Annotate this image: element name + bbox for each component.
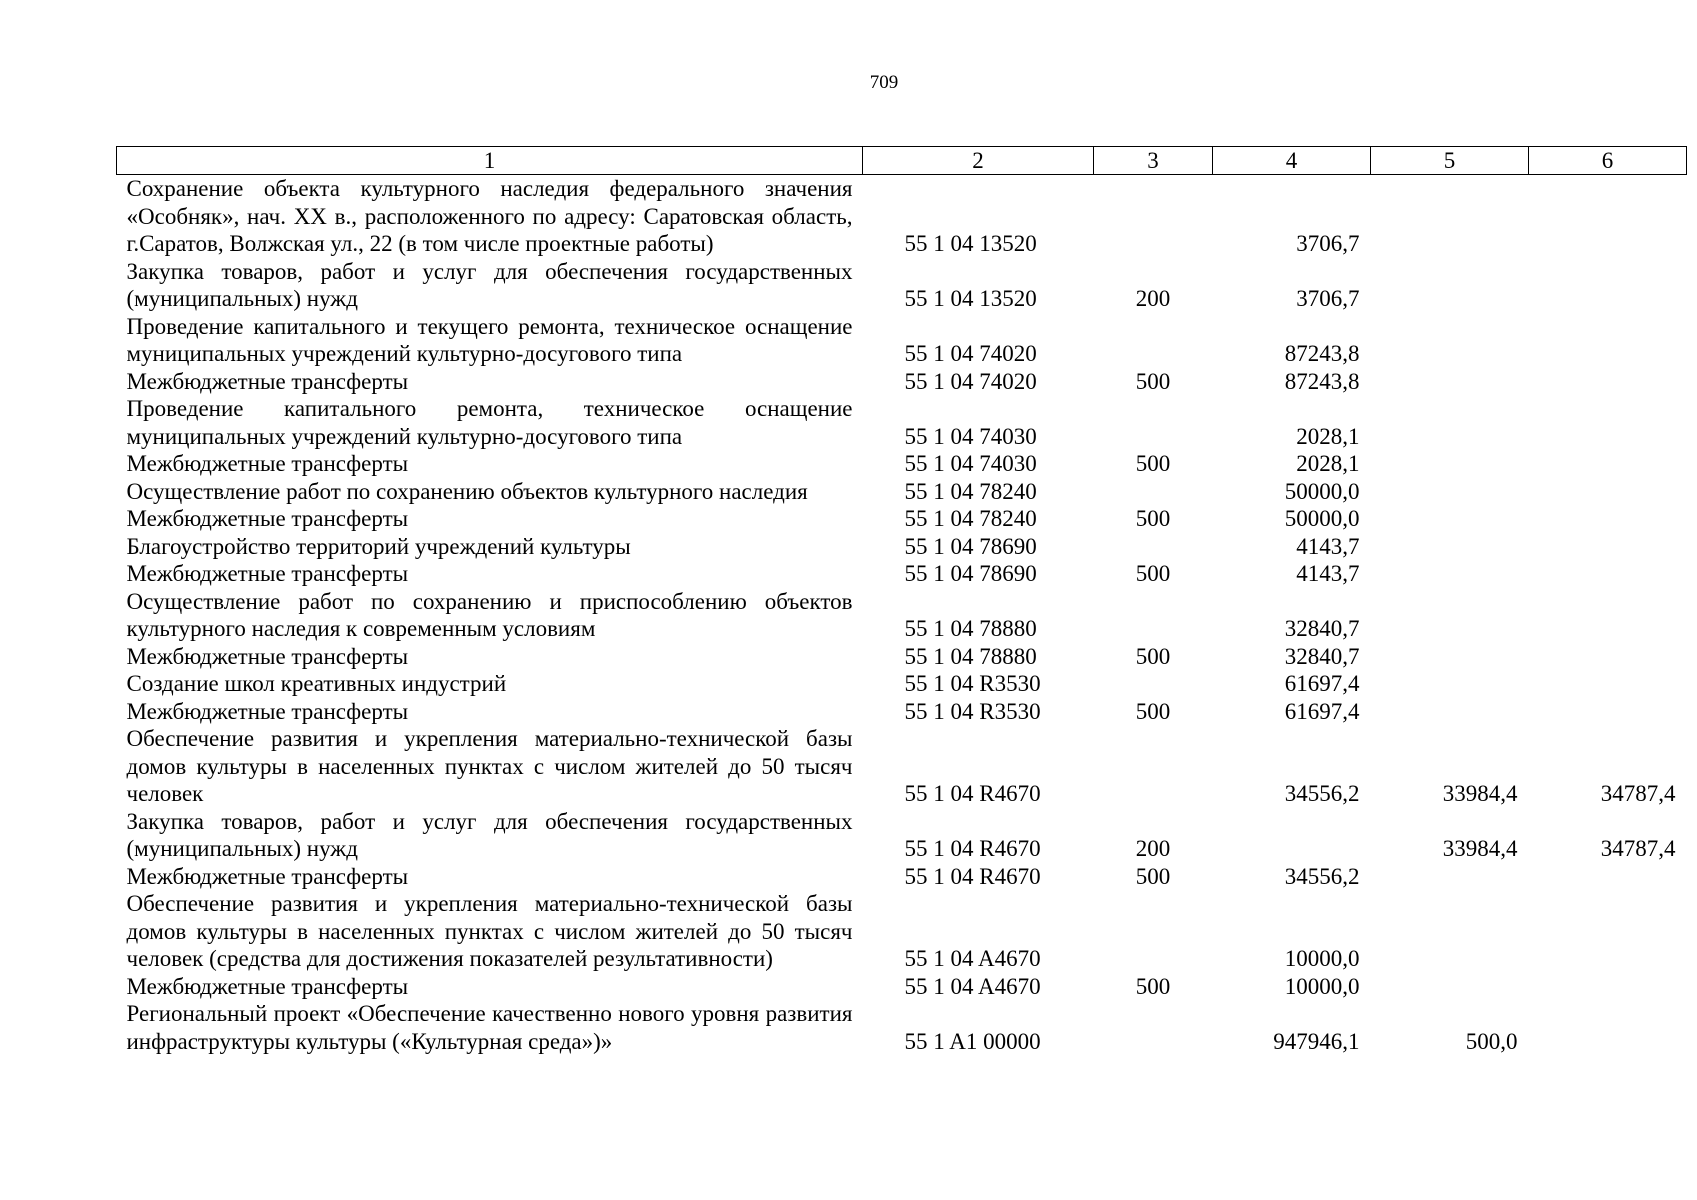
row-type [1094,533,1213,561]
row-value-5 [1371,533,1529,561]
row-value-5 [1371,698,1529,726]
row-name: Сохранение объекта культурного наследия федерального значения «Особняк», нач. XX в., расположенного по адресу: Саратовская область, г.Саратов, Волжская ул., 22 (в том числе проектные работы) [126,176,853,256]
table-row [117,643,1687,671]
row-code: 55 1 04 A4670 [904,973,1041,999]
row-value-5 [1371,588,1529,643]
row-value-6 [1529,588,1687,643]
row-value-4: 2028,1 [1296,451,1360,476]
row-value-4: 61697,4 [1284,698,1360,724]
row-value-6: 34787,4 [1600,781,1676,806]
row-type [1094,313,1213,368]
row-type: 500 [1135,368,1171,394]
row-name: Осуществление работ по сохранению объектов культурного наследия [126,478,808,504]
row-code: 55 1 04 R4670 [904,836,1041,861]
column-header-2: 2 [863,147,1094,175]
row-value-5 [1371,478,1529,506]
row-value-4: 10000,0 [1284,973,1360,999]
row-type [1094,1000,1213,1055]
table-row [117,258,1687,313]
column-header-5: 5 [1371,147,1529,175]
row-name: Проведение капитального ремонта, техническое оснащение муниципальных учреждений культурно-досугового типа [126,396,853,449]
row-value-4: 50000,0 [1284,478,1360,504]
row-name: Межбюджетные трансферты [126,863,409,889]
row-value-6 [1529,505,1687,533]
row-name: Межбюджетные трансферты [126,561,409,586]
budget-table [116,146,1687,1055]
row-value-4: 4143,7 [1296,533,1360,559]
row-value-6 [1529,643,1687,671]
row-type [1094,478,1213,506]
row-type: 200 [1135,836,1171,861]
table-row [117,725,1687,808]
row-value-5 [1371,643,1529,671]
row-value-5 [1371,175,1529,258]
table-row [117,368,1687,396]
row-type: 200 [1135,286,1171,311]
row-name: Обеспечение развития и укрепления материально-технической базы домов культуры в населенных пунктах с числом жителей до 50 тысяч человек [126,726,853,806]
row-code: 55 1 04 74030 [904,451,1037,476]
row-value-5: 33984,4 [1442,781,1518,806]
row-name: Закупка товаров, работ и услуг для обеспечения государственных (муниципальных) нужд [126,258,853,311]
row-value-6 [1529,533,1687,561]
row-name: Межбюджетные трансферты [126,973,409,999]
row-value-5 [1371,395,1529,450]
row-name: Создание школ креативных индустрий [126,671,507,696]
row-value-4: 87243,8 [1284,341,1360,366]
row-code: 55 1 04 74030 [904,423,1037,449]
row-name: Межбюджетные трансферты [126,506,409,531]
column-header-1: 1 [117,147,863,175]
row-code: 55 1 04 78690 [904,561,1037,586]
row-code: 55 1 04 74020 [904,368,1037,394]
table-row [117,588,1687,643]
row-name: Обеспечение развития и укрепления материально-технической базы домов культуры в населенных пунктах с числом жителей до 50 тысяч человек (средства для достижения показателей результативности) [126,891,853,971]
table-row [117,175,1687,258]
row-value-5: 500,0 [1465,1028,1518,1054]
row-name: Межбюджетные трансферты [126,698,409,724]
table-row [117,808,1687,863]
row-value-5 [1371,863,1529,891]
table-row [117,395,1687,450]
row-value-6 [1529,670,1687,698]
row-value-6 [1529,973,1687,1001]
row-code: 55 1 04 78690 [904,533,1037,559]
table-row [117,478,1687,506]
row-value-5 [1371,890,1529,973]
row-value-4: 32840,7 [1284,616,1360,641]
row-value-5: 33984,4 [1442,836,1518,861]
table-row [117,505,1687,533]
column-header-4: 4 [1213,147,1371,175]
row-type [1094,395,1213,450]
row-code: 55 1 04 78240 [904,506,1037,531]
row-value-6 [1529,1000,1687,1055]
table-row [117,533,1687,561]
row-value-5 [1371,973,1529,1001]
row-value-6 [1529,698,1687,726]
row-code: 55 1 04 74020 [904,341,1037,366]
row-value-5 [1371,450,1529,478]
row-name: Межбюджетные трансферты [126,451,409,476]
row-type: 500 [1135,698,1171,724]
row-name: Межбюджетные трансферты [126,643,409,669]
row-type [1094,725,1213,808]
row-type [1094,890,1213,973]
column-header-6: 6 [1529,147,1687,175]
row-value-6 [1529,863,1687,891]
row-name: Проведение капитального и текущего ремонта, техническое оснащение муниципальных учреждений культурно-досугового типа [126,313,853,366]
row-value-5 [1371,368,1529,396]
row-value-6 [1529,313,1687,368]
row-value-5 [1371,670,1529,698]
row-value-6 [1529,395,1687,450]
row-value-6 [1529,175,1687,258]
table-row [117,313,1687,368]
row-value-6 [1529,560,1687,588]
row-value-6 [1529,258,1687,313]
column-header-3: 3 [1094,147,1213,175]
row-value-4: 32840,7 [1284,643,1360,669]
row-value-6 [1529,450,1687,478]
row-type: 500 [1135,451,1171,476]
table-row [117,698,1687,726]
row-value-4: 87243,8 [1284,368,1360,394]
row-name: Региональный проект «Обеспечение качественно нового уровня развития инфраструктуры культуры («Культурная среда»)» [126,1001,853,1054]
table-row [117,973,1687,1001]
row-value-5 [1371,560,1529,588]
row-code: 55 1 04 78880 [904,616,1037,641]
row-code: 55 1 04 R3530 [904,671,1041,696]
row-value-4: 3706,7 [1296,286,1360,311]
table-row [117,890,1687,973]
row-value-6 [1529,368,1687,396]
header-row [117,147,1687,175]
table-body [117,175,1687,1056]
row-value-4: 50000,0 [1284,506,1360,531]
row-value-4: 3706,7 [1296,231,1360,256]
row-name: Благоустройство территорий учреждений культуры [126,533,631,559]
row-code: 55 1 04 A4670 [904,946,1041,971]
row-value-4: 10000,0 [1284,946,1360,971]
table-row [117,560,1687,588]
row-value-4: 34556,2 [1284,863,1360,889]
row-type [1094,670,1213,698]
row-type: 500 [1135,506,1171,531]
row-value-5 [1371,313,1529,368]
row-value-4: 34556,2 [1284,781,1360,806]
row-value-6 [1529,478,1687,506]
row-value-4: 61697,4 [1284,671,1360,696]
row-type: 500 [1135,643,1171,669]
row-code: 55 1 04 R4670 [904,781,1041,806]
row-type: 500 [1135,863,1171,889]
row-value-4 [1213,808,1371,863]
row-value-4: 4143,7 [1296,561,1360,586]
row-type [1094,175,1213,258]
row-code: 55 1 04 R3530 [904,698,1041,724]
row-type [1094,588,1213,643]
row-name: Осуществление работ по сохранению и приспособлению объектов культурного наследия к современным условиям [126,588,853,641]
row-code: 55 1 04 78880 [904,643,1037,669]
row-code: 55 1 04 R4670 [904,863,1041,889]
row-value-5 [1371,505,1529,533]
row-value-6 [1529,890,1687,973]
table-row [117,670,1687,698]
table-row [117,863,1687,891]
row-name: Межбюджетные трансферты [126,368,409,394]
row-type: 500 [1135,561,1171,586]
row-code: 55 1 04 13520 [904,231,1037,256]
table-row [117,1000,1687,1055]
row-value-6: 34787,4 [1600,836,1676,861]
row-value-4: 947946,1 [1273,1028,1360,1054]
row-type: 500 [1135,973,1171,999]
page-number: 709 [869,72,899,93]
row-code: 55 1 04 13520 [904,286,1037,311]
row-code: 55 1 04 78240 [904,478,1037,504]
table-row [117,450,1687,478]
row-value-4: 2028,1 [1296,423,1360,449]
row-name: Закупка товаров, работ и услуг для обеспечения государственных (муниципальных) нужд [126,808,853,861]
row-code: 55 1 A1 00000 [904,1028,1041,1054]
row-value-5 [1371,258,1529,313]
